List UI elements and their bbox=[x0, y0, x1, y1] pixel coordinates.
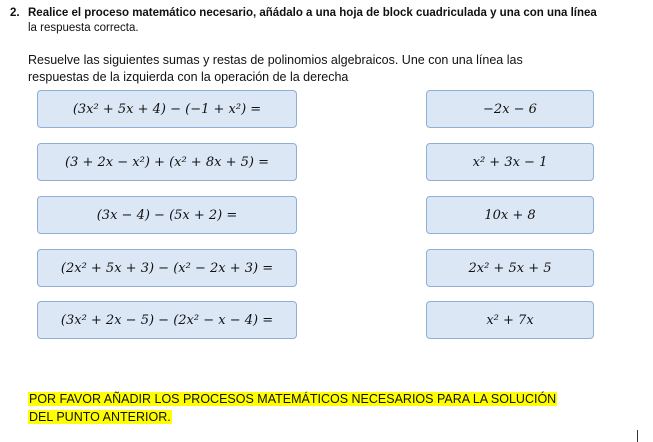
expression-box-2[interactable]: (3 + 2x − x²) + (x² + 8x + 5) = bbox=[37, 143, 297, 181]
answer-box-4[interactable]: 2x² + 5x + 5 bbox=[426, 249, 594, 287]
instructions-line-2: respuestas de la izquierda con la operación de la derecha bbox=[28, 70, 349, 84]
question-text: Realice el proceso matemático necesario, añádalo a una hoja de block cuadriculada y una con una línea bbox=[28, 7, 597, 19]
footer-note bbox=[28, 390, 628, 426]
question-number: 2. bbox=[10, 7, 20, 19]
expression-box-5[interactable]: (3x² + 2x − 5) − (2x² − x − 4) = bbox=[37, 301, 297, 339]
footer-note-line-2: DEL PUNTO ANTERIOR. bbox=[29, 410, 171, 424]
footer-note-line-1: POR FAVOR AÑADIR LOS PROCESOS MATEMÁTICOS NECESARIOS PARA LA SOLUCIÓN bbox=[29, 392, 557, 406]
page-edge-line bbox=[637, 430, 638, 442]
answer-box-1[interactable]: −2x − 6 bbox=[426, 90, 594, 128]
question-text-continued: la respuesta correcta. bbox=[28, 22, 139, 34]
answer-box-2[interactable]: x² + 3x − 1 bbox=[426, 143, 594, 181]
expression-box-1[interactable]: (3x² + 5x + 4) − (−1 + x²) = bbox=[37, 90, 297, 128]
expression-box-3[interactable]: (3x − 4) − (5x + 2) = bbox=[37, 196, 297, 234]
instructions bbox=[28, 52, 628, 86]
answer-box-3[interactable]: 10x + 8 bbox=[426, 196, 594, 234]
answer-box-5[interactable]: x² + 7x bbox=[426, 301, 594, 339]
expression-box-4[interactable]: (2x² + 5x + 3) − (x² − 2x + 3) = bbox=[37, 249, 297, 287]
instructions-line-1: Resuelve las siguientes sumas y restas de polinomios algebraicos. Une con una línea las bbox=[28, 53, 523, 67]
question-header bbox=[10, 6, 640, 36]
